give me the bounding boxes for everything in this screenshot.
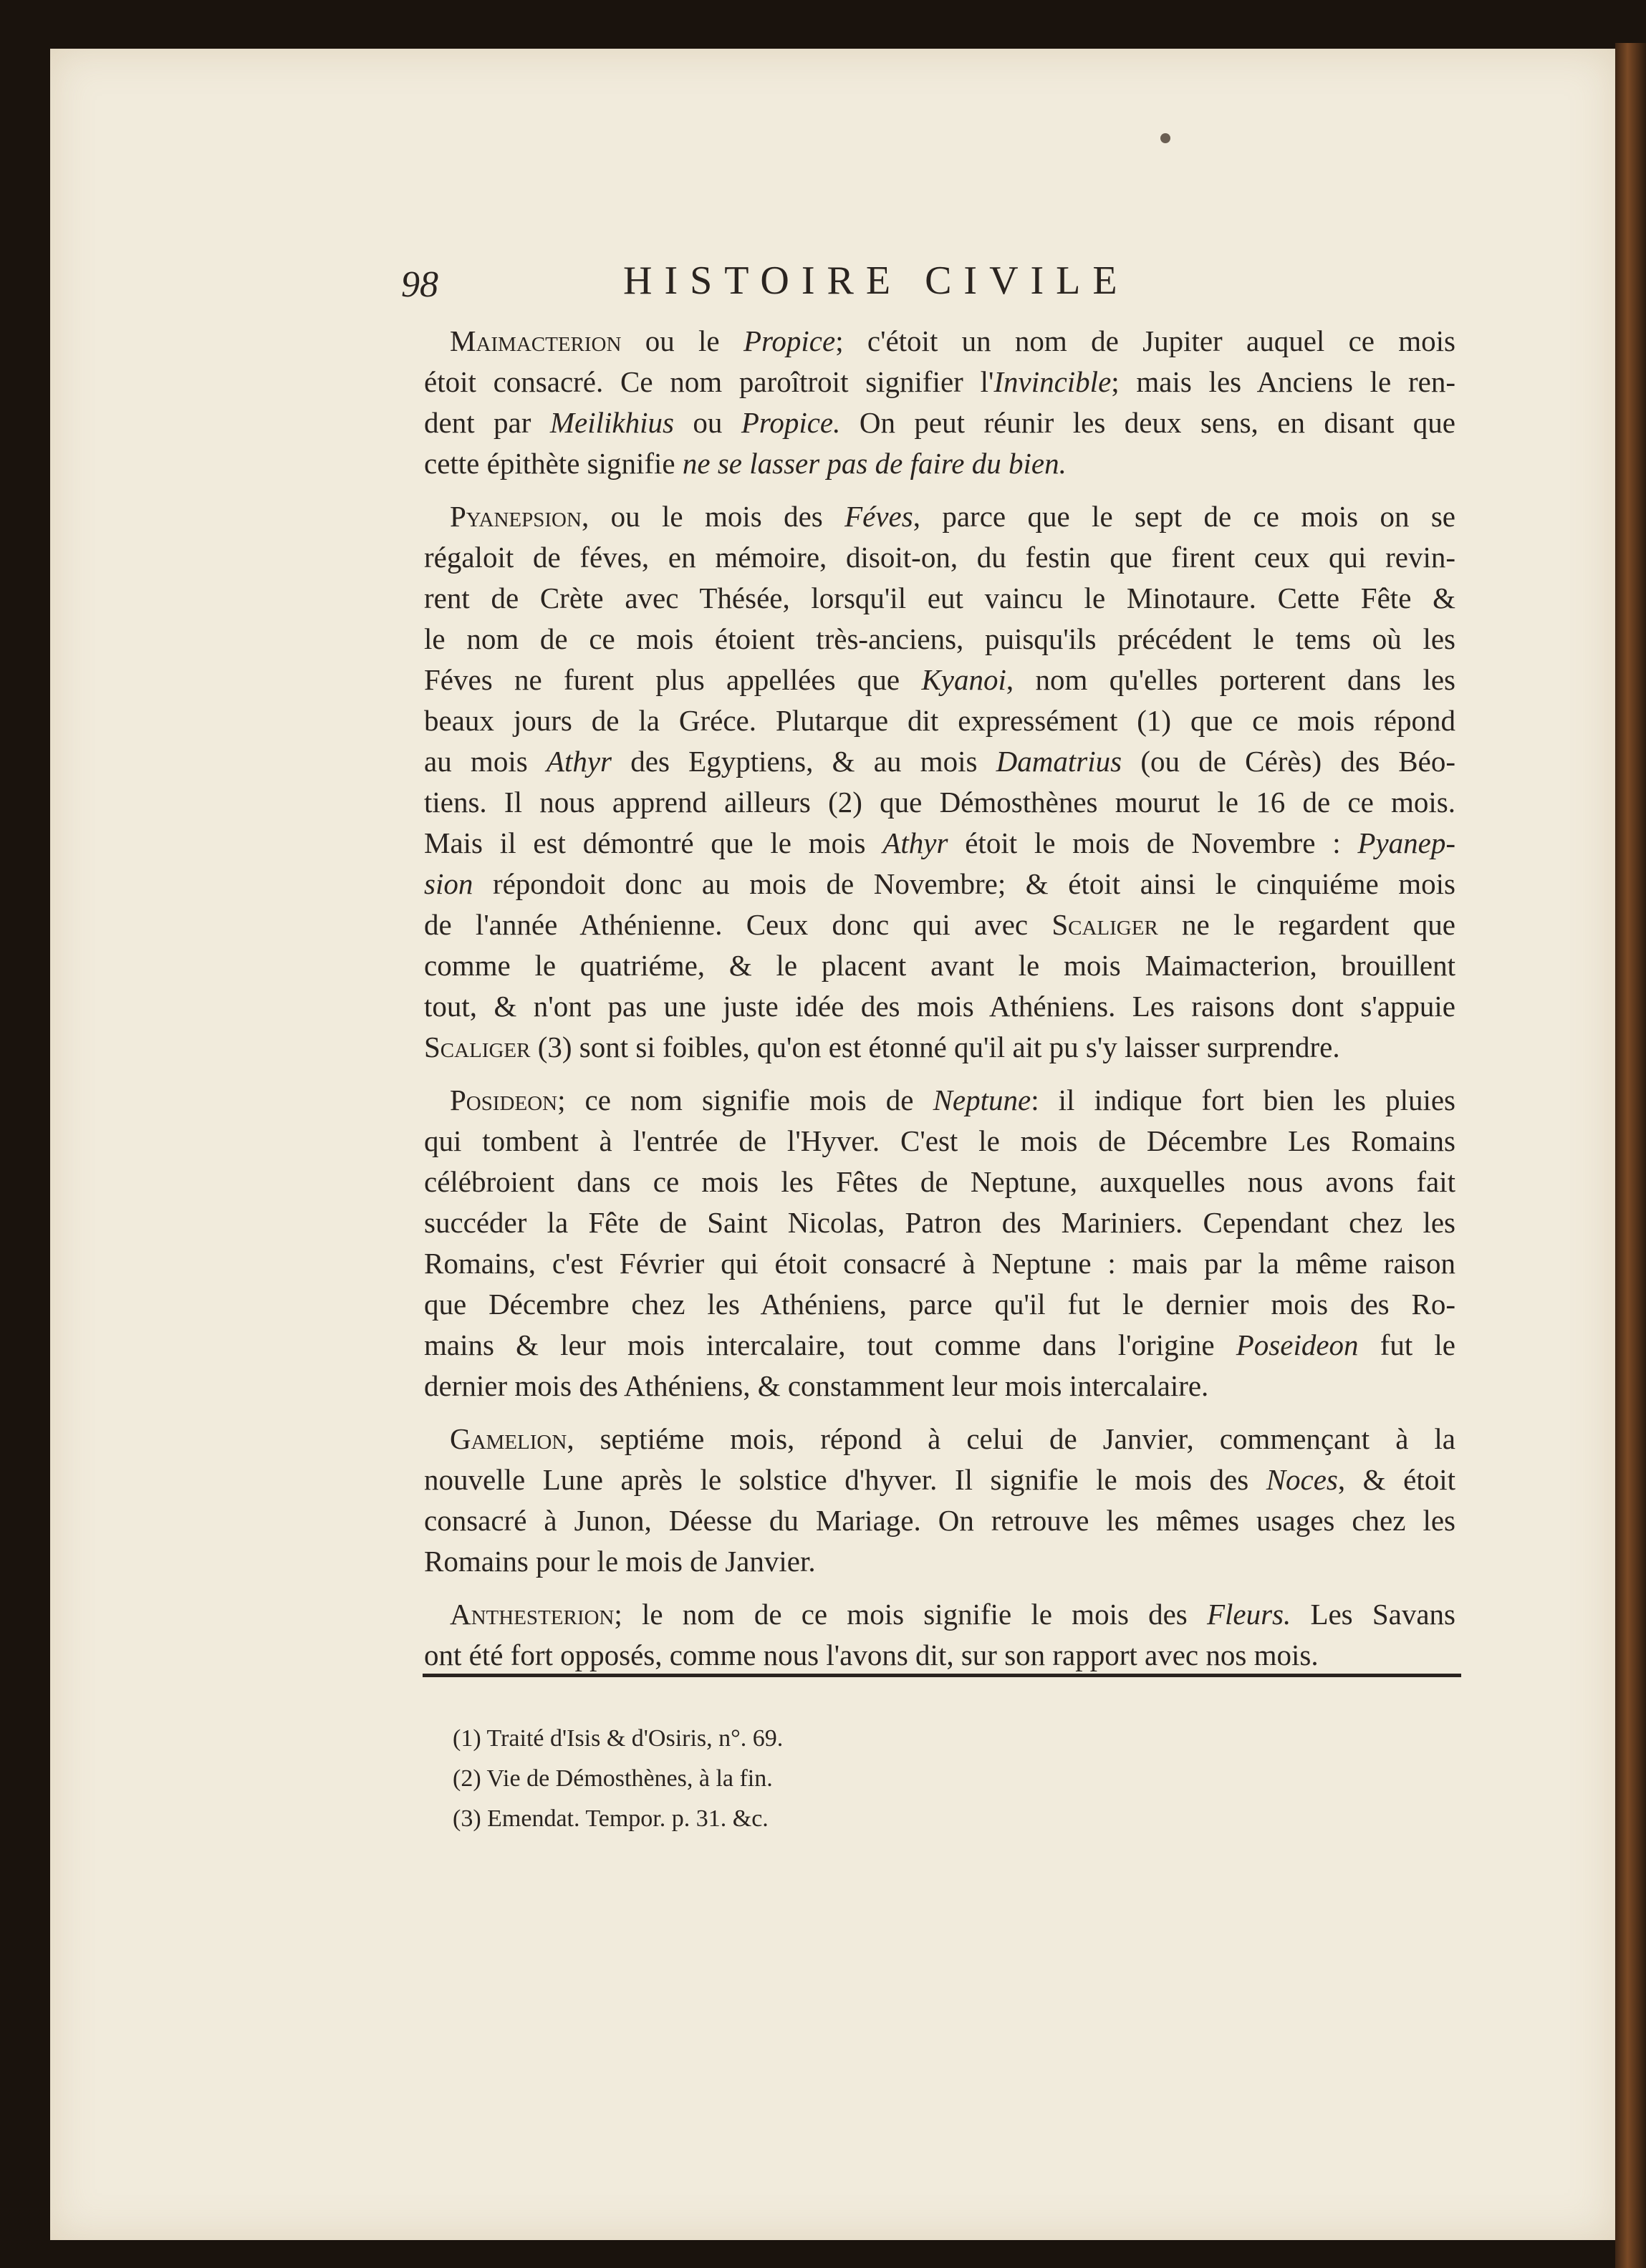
italic-term: Propice bbox=[743, 324, 836, 357]
page-header bbox=[401, 258, 1461, 308]
paragraph bbox=[424, 321, 1455, 484]
text-run: fut le bbox=[1358, 1328, 1455, 1361]
text-run: ; ce nom signifie mois de bbox=[557, 1084, 933, 1116]
italic-term: Athyr bbox=[546, 745, 612, 778]
text-line bbox=[424, 823, 1455, 864]
text-run: (3) sont si foibles, qu'on est étonné qu'il ait pu s'y laisser surprendre. bbox=[530, 1031, 1340, 1063]
ink-spot bbox=[1160, 133, 1170, 143]
text-line bbox=[424, 700, 1455, 741]
italic-term: Pyanep- bbox=[1357, 826, 1455, 859]
italic-term: Invincible bbox=[993, 365, 1112, 398]
text-line bbox=[424, 864, 1455, 904]
text-line bbox=[424, 1284, 1455, 1325]
month-name: Scaliger bbox=[1051, 908, 1158, 941]
footnote: (1) Traité d'Isis & d'Osiris, n°. 69. bbox=[453, 1725, 784, 1752]
italic-term: Propice. bbox=[741, 406, 841, 439]
text-line bbox=[424, 1080, 1455, 1121]
footnotes bbox=[453, 1719, 783, 1839]
month-name: Gamelion bbox=[450, 1422, 567, 1455]
month-name: Posideon bbox=[450, 1084, 558, 1116]
text-run: Féves ne furent plus appellées que bbox=[424, 663, 922, 696]
text-run: dent par bbox=[424, 406, 550, 439]
text-line bbox=[424, 1243, 1455, 1284]
text-run: Les Savans bbox=[1291, 1598, 1455, 1631]
paragraph bbox=[424, 496, 1455, 1068]
italic-term: Kyanoi bbox=[921, 663, 1006, 696]
text-line bbox=[424, 1419, 1455, 1459]
text-line bbox=[424, 443, 1455, 484]
text-line bbox=[424, 1541, 1455, 1582]
text-run: étoit consacré. Ce nom paroîtroit signifier l' bbox=[424, 365, 994, 398]
text-run: mains & leur mois intercalaire, tout comme dans l'origine bbox=[424, 1328, 1236, 1361]
text-line bbox=[424, 1594, 1455, 1635]
text-line bbox=[424, 619, 1455, 660]
text-run: ; mais les Anciens le ren- bbox=[1111, 365, 1455, 398]
text-run: qui tombent à l'entrée de l'Hyver. C'est le mois de Décembre Les Romains bbox=[424, 1124, 1455, 1157]
text-run: comme le quatriéme, & le placent avant le mois Maimacterion, brouillent bbox=[424, 949, 1455, 982]
text-line bbox=[424, 402, 1455, 443]
month-name: Scaliger bbox=[424, 1031, 531, 1063]
italic-term: Féves bbox=[844, 500, 913, 533]
italic-term: Neptune bbox=[933, 1084, 1031, 1116]
italic-term: Noces bbox=[1266, 1463, 1338, 1496]
text-run: au mois bbox=[424, 745, 547, 778]
text-line bbox=[424, 660, 1455, 700]
text-line bbox=[424, 1121, 1455, 1162]
footnote: (2) Vie de Démosthènes, à la fin. bbox=[453, 1765, 773, 1792]
text-line bbox=[424, 782, 1455, 823]
running-head: HISTOIRE CIVILE bbox=[623, 259, 1130, 303]
text-run: rent de Crète avec Thésée, lorsqu'il eut vaincu le Minotaure. Cette Fête & bbox=[424, 582, 1455, 614]
text-line bbox=[424, 1500, 1455, 1541]
text-run: Romains pour le mois de Janvier. bbox=[424, 1545, 816, 1578]
text-run: ne le regardent que bbox=[1158, 908, 1455, 941]
text-line bbox=[424, 496, 1455, 537]
italic-term: ne se lasser pas de faire du bien. bbox=[682, 447, 1067, 480]
text-run: des Egyptiens, & au mois bbox=[612, 745, 996, 778]
text-line bbox=[424, 1202, 1455, 1243]
italic-term: Damatrius bbox=[996, 745, 1122, 778]
paragraph bbox=[424, 1419, 1455, 1582]
italic-term: Athyr bbox=[882, 826, 948, 859]
text-run: , parce que le sept de ce mois on se bbox=[913, 500, 1456, 533]
text-run: dernier mois des Athéniens, & constamment leur mois intercalaire. bbox=[424, 1369, 1209, 1402]
text-run: Mais il est démontré que le mois bbox=[424, 826, 883, 859]
text-run: étoit le mois de Novembre : bbox=[948, 826, 1358, 859]
text-line bbox=[424, 1325, 1455, 1366]
text-run: , septiéme mois, répond à celui de Janvier, commençant à la bbox=[567, 1422, 1455, 1455]
text-run: ; c'étoit un nom de Jupiter auquel ce mois bbox=[835, 324, 1456, 357]
footnote-rule bbox=[423, 1674, 1461, 1677]
text-line bbox=[424, 904, 1455, 945]
italic-term: Meilikhius bbox=[549, 406, 674, 439]
month-name: Maimacterion bbox=[450, 324, 622, 357]
text-run: ou bbox=[673, 406, 741, 439]
text-run: le nom de ce mois étoient très-anciens, puisqu'ils précédent le tems où les bbox=[424, 622, 1455, 655]
text-line bbox=[424, 578, 1455, 619]
text-line bbox=[424, 1162, 1455, 1202]
text-run: nouvelle Lune après le solstice d'hyver. Il signifie le mois des bbox=[424, 1463, 1266, 1496]
text-run: ont été fort opposés, comme nous l'avons dit, sur son rapport avec nos mois. bbox=[424, 1639, 1319, 1671]
text-line bbox=[424, 362, 1455, 402]
text-line bbox=[424, 986, 1455, 1027]
text-run: tout, & n'ont pas une juste idée des mois Athéniens. Les raisons dont s'appuie bbox=[424, 990, 1455, 1023]
italic-term: sion bbox=[424, 867, 473, 900]
text-run: beaux jours de la Gréce. Plutarque dit expressément (1) que ce mois répond bbox=[424, 704, 1455, 737]
text-run: que Décembre chez les Athéniens, parce qu'il fut le dernier mois des Ro- bbox=[424, 1288, 1455, 1321]
italic-term: Fleurs. bbox=[1206, 1598, 1291, 1631]
text-run: tiens. Il nous apprend ailleurs (2) que Démosthènes mourut le 16 de ce mois. bbox=[424, 786, 1455, 819]
paragraph bbox=[424, 1594, 1455, 1676]
text-line bbox=[424, 537, 1455, 578]
text-run: , nom qu'elles porterent dans les bbox=[1006, 663, 1456, 696]
text-run: (ou de Cérès) des Béo- bbox=[1122, 745, 1455, 778]
text-run: célébroient dans ce mois les Fêtes de Neptune, auxquelles nous avons fait bbox=[424, 1165, 1455, 1198]
body-text bbox=[424, 321, 1455, 1676]
text-run: ; le nom de ce mois signifie le mois des bbox=[614, 1598, 1207, 1631]
text-run: cette épithète signifie bbox=[424, 447, 683, 480]
book-edge bbox=[1615, 43, 1646, 2268]
text-run: , ou le mois des bbox=[581, 500, 845, 533]
text-line bbox=[424, 1635, 1455, 1676]
month-name: Anthesterion bbox=[450, 1598, 615, 1631]
text-line bbox=[424, 1366, 1455, 1406]
text-line bbox=[424, 945, 1455, 986]
month-name: Pyanepsion bbox=[450, 500, 582, 533]
paragraph bbox=[424, 1080, 1455, 1406]
text-run: consacré à Junon, Déesse du Mariage. On retrouve les mêmes usages chez les bbox=[424, 1504, 1455, 1537]
text-run: régaloit de féves, en mémoire, disoit-on, du festin que firent ceux qui revin- bbox=[424, 541, 1455, 574]
text-run: succéder la Fête de Saint Nicolas, Patron des Mariniers. Cependant chez les bbox=[424, 1206, 1455, 1239]
text-line bbox=[424, 1459, 1455, 1500]
text-run: , & étoit bbox=[1337, 1463, 1455, 1496]
page-number: 98 bbox=[401, 264, 438, 305]
text-line bbox=[424, 321, 1455, 362]
text-line bbox=[424, 1027, 1455, 1068]
text-run: répondoit donc au mois de Novembre; & étoit ainsi le cinquiéme mois bbox=[473, 867, 1455, 900]
text-run: On peut réunir les deux sens, en disant que bbox=[840, 406, 1456, 439]
footnote: (3) Emendat. Tempor. p. 31. &c. bbox=[453, 1805, 769, 1832]
text-run: de l'année Athénienne. Ceux donc qui avec bbox=[424, 908, 1052, 941]
text-line bbox=[424, 741, 1455, 782]
text-run: : il indique fort bien les pluies bbox=[1031, 1084, 1456, 1116]
italic-term: Poseideon bbox=[1236, 1328, 1359, 1361]
text-run: ou le bbox=[621, 324, 743, 357]
text-run: Romains, c'est Février qui étoit consacré à Neptune : mais par la même raison bbox=[424, 1247, 1455, 1280]
